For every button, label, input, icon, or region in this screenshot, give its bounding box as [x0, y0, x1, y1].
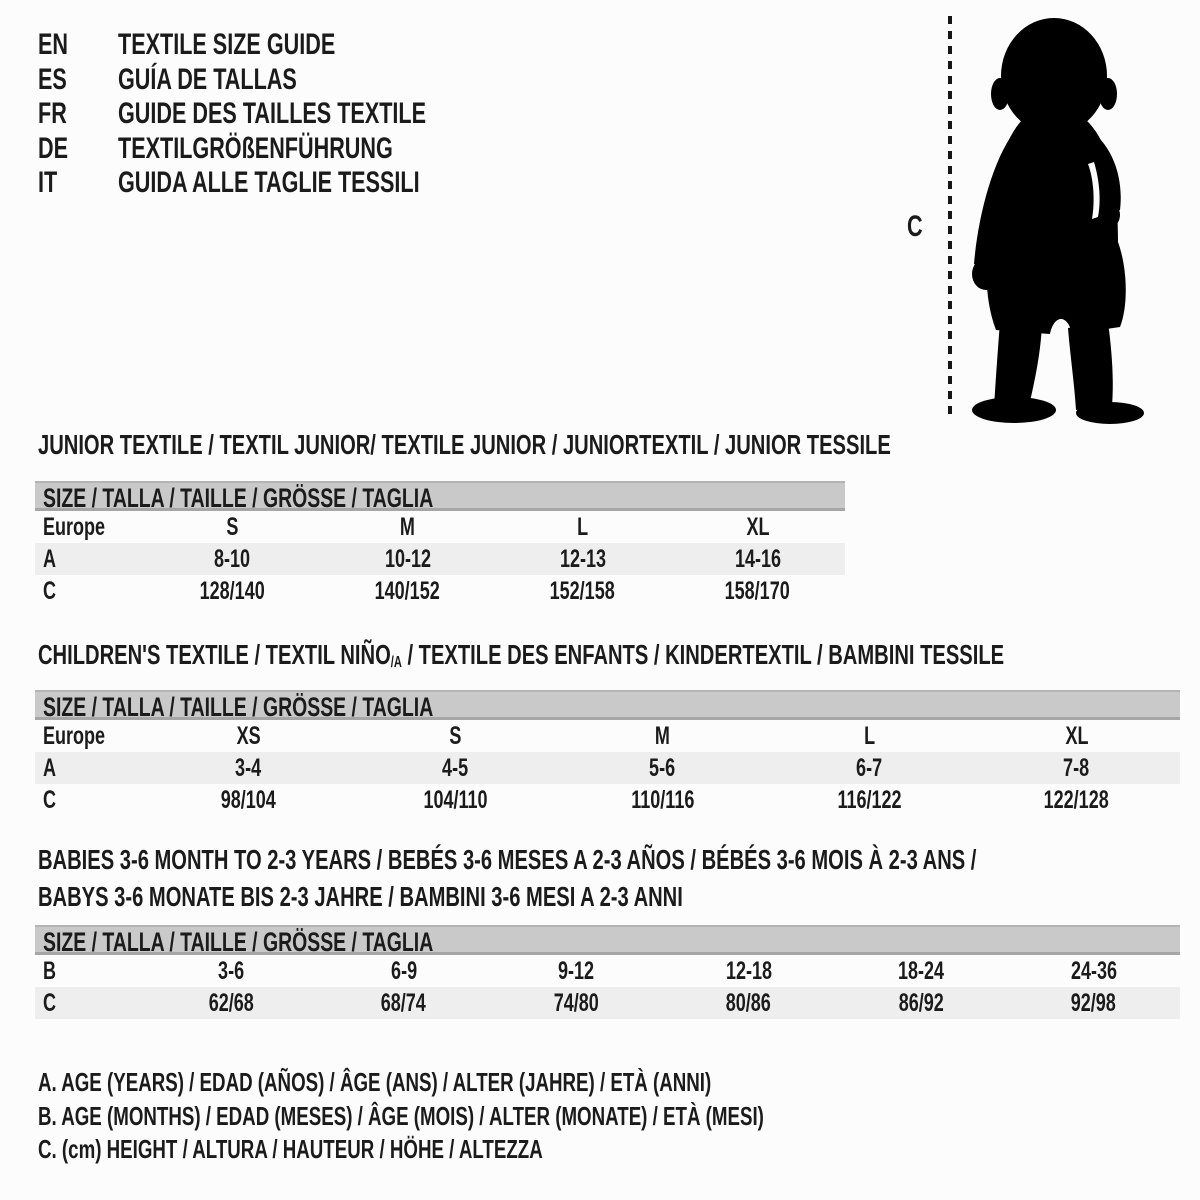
- value-cell: 68/74: [381, 988, 427, 1017]
- row-label: A: [43, 544, 57, 573]
- value-cell: 74/80: [553, 988, 599, 1017]
- nino-a-subscript: /A: [390, 653, 402, 671]
- guide-title-fr: GUIDE DES TAILLES TEXTILE: [118, 97, 427, 130]
- table-row-region: [35, 511, 845, 543]
- row-label: Europe: [43, 512, 106, 541]
- size-header-bar: SIZE / TALLA / TAILLE / GRÖSSE / TAGLIA: [35, 481, 845, 511]
- row-label: C: [43, 576, 57, 605]
- language-row-es: [38, 63, 546, 98]
- table-row-height: [35, 987, 1180, 1019]
- value-cell: 9-12: [558, 956, 595, 985]
- value-cell: 10-12: [384, 544, 431, 573]
- value-cell: 6-9: [390, 956, 417, 985]
- value-cell: 86/92: [898, 988, 944, 1017]
- value-cell: 128/140: [199, 576, 266, 605]
- value-cell: 140/152: [374, 576, 441, 605]
- language-row-de: [38, 132, 546, 167]
- toddler-silhouette-icon: [962, 12, 1148, 424]
- row-label: C: [43, 988, 57, 1017]
- language-code: IT: [38, 166, 58, 199]
- junior-section-title: JUNIOR TEXTILE / TEXTIL JUNIOR/ TEXTILE JUNIOR / JUNIORTEXTIL / JUNIOR TESSILE: [38, 429, 891, 460]
- size-cell: XL: [745, 512, 769, 541]
- value-cell: 152/158: [549, 576, 616, 605]
- language-code: FR: [38, 97, 67, 130]
- babies-section-title-line2: BABYS 3-6 MONATE BIS 2-3 JAHRE / BAMBINI 3-6 MESI A 2-3 ANNI: [38, 881, 683, 912]
- legend-age-months: B. AGE (MONTHS) / EDAD (MESES) / ÂGE (MOIS) / ALTER (MONATE) / ETÀ (MESI): [38, 1100, 764, 1131]
- table-row-age-years: [35, 752, 1180, 784]
- size-cell: M: [399, 512, 415, 541]
- table-row-region: [35, 720, 1180, 752]
- height-measure-label: C: [907, 210, 923, 243]
- value-cell: 6-7: [856, 753, 883, 782]
- table-row-age-years: [35, 543, 845, 575]
- row-label: B: [43, 956, 57, 985]
- value-cell: 8-10: [214, 544, 251, 573]
- children-section-title: CHILDREN'S TEXTILE / TEXTIL NIÑO/A / TEXTILE DES ENFANTS / KINDERTEXTIL / BAMBINI TESSILE: [38, 639, 1005, 671]
- value-cell: 116/122: [837, 785, 902, 814]
- babies-section-title-line1: BABIES 3-6 MONTH TO 2-3 YEARS / BEBÉS 3-6 MESES A 2-3 AÑOS / BÉBÉS 3-6 MOIS À 2-3 ANS /: [38, 844, 977, 875]
- guide-title-en: TEXTILE SIZE GUIDE: [118, 28, 336, 61]
- size-header-bar: SIZE / TALLA / TAILLE / GRÖSSE / TAGLIA: [35, 925, 1180, 955]
- legend-age-years: A. AGE (YEARS) / EDAD (AÑOS) / ÂGE (ANS) / ALTER (JAHRE) / ETÀ (ANNI): [38, 1067, 712, 1097]
- value-cell: 12-13: [559, 544, 606, 573]
- value-cell: 24-36: [1070, 956, 1117, 985]
- value-cell: 110/116: [630, 785, 695, 814]
- language-code: ES: [38, 62, 67, 96]
- size-cell: XS: [236, 721, 261, 750]
- language-title-block: [38, 28, 546, 201]
- size-cell: L: [863, 721, 876, 750]
- value-cell: 18-24: [898, 956, 945, 985]
- value-cell: 4-5: [442, 753, 469, 782]
- value-cell: 122/128: [1043, 785, 1110, 814]
- row-label: Europe: [43, 721, 106, 750]
- value-cell: 7-8: [1063, 753, 1090, 782]
- babies-size-table: [35, 925, 1180, 1019]
- table-row-height: [35, 784, 1180, 816]
- legend-height-cm: C. (cm) HEIGHT / ALTURA / HAUTEUR / HÖHE / ALTEZZA: [38, 1134, 543, 1164]
- children-size-table: [35, 690, 1180, 816]
- language-code: DE: [38, 131, 69, 165]
- guide-title-de: TEXTILGRÖßENFÜHRUNG: [118, 131, 393, 165]
- size-cell: XL: [1064, 721, 1088, 750]
- measurement-legend: [38, 1066, 1046, 1167]
- guide-title-es: GUÍA DE TALLAS: [118, 62, 297, 96]
- junior-size-table: [35, 481, 845, 607]
- guide-title-it: GUIDA ALLE TAGLIE TESSILI: [118, 166, 420, 199]
- value-cell: 104/110: [423, 785, 488, 814]
- language-code: EN: [38, 28, 69, 61]
- height-measure-dashed-line: [948, 16, 952, 416]
- size-cell: S: [226, 512, 239, 541]
- value-cell: 3-6: [218, 956, 245, 985]
- value-cell: 98/104: [220, 785, 277, 814]
- size-cell: L: [576, 512, 589, 541]
- value-cell: 92/98: [1071, 988, 1117, 1017]
- value-cell: 158/170: [724, 576, 791, 605]
- size-header-bar: SIZE / TALLA / TAILLE / GRÖSSE / TAGLIA: [35, 690, 1180, 720]
- table-row-age-months: [35, 955, 1180, 987]
- value-cell: 80/86: [726, 988, 772, 1017]
- value-cell: 62/68: [208, 988, 254, 1017]
- size-cell: S: [449, 721, 462, 750]
- value-cell: 14-16: [734, 544, 781, 573]
- table-row-height: [35, 575, 845, 607]
- row-label: C: [43, 785, 57, 814]
- value-cell: 5-6: [649, 753, 676, 782]
- language-row-fr: [38, 97, 546, 132]
- row-label: A: [43, 753, 57, 782]
- language-row-en: [38, 28, 546, 63]
- value-cell: 12-18: [725, 956, 772, 985]
- language-row-it: [38, 166, 546, 201]
- size-cell: M: [654, 721, 670, 750]
- value-cell: 3-4: [235, 753, 262, 782]
